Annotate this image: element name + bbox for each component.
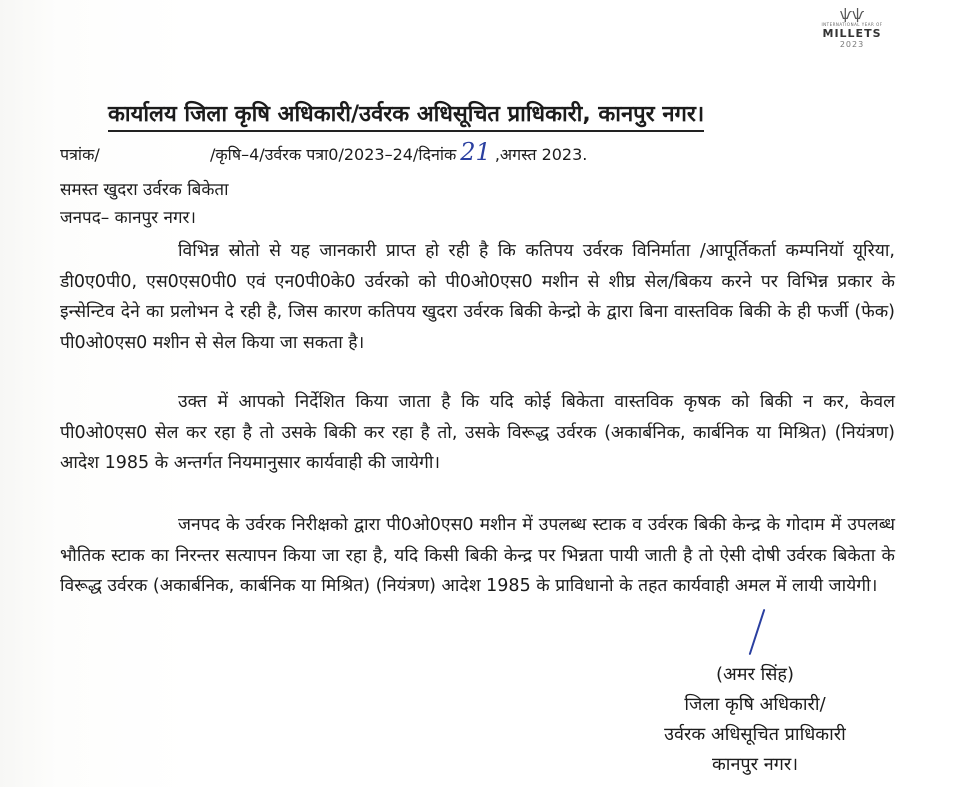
signatory-designation-2: उर्वरक अधिसूचित प्राधिकारी	[664, 724, 846, 745]
office-heading: कार्यालय जिला कृषि अधिकारी/उर्वरक अधिसूचित प्राधिकारी, कानपुर नगर।	[108, 98, 704, 132]
handwritten-day: 21	[460, 138, 491, 166]
millet-spikes-icon: ѱѱ	[839, 7, 865, 23]
logo-name: MILLETS	[822, 27, 882, 40]
millets-logo	[817, 8, 887, 49]
body-paragraph-3: जनपद के उर्वरक निरीक्षको द्वारा पी0ओ0एस0 मशीन में उपलब्ध स्टाक व उर्वरक बिकी केन्द्र के गोदाम में उपलब्ध भौतिक स्टाक का निरन्तर सत्यापन किया जा रहा है, यदि किसी बिकी केन्द्र पर भिन्नता पायी जाती है तो ऐसी दोषी उर्वरक बिकेता के विरूद्ध उर्वरक (अकार्बनिक, कार्बनिक या मिश्रित) (नियंत्रण) आदेश 1985 के प्राविधानो के तहत कार्यवाही अमल में लायी जायेगी।	[60, 515, 895, 596]
reference-number: /कृषि–4/उर्वरक पत्रा0/2023–24/दिनांक	[210, 145, 457, 164]
signature-mark	[749, 609, 766, 655]
body-paragraph-1: विभिन्न स्रोतो से यह जानकारी प्राप्त हो रही है कि कतिपय उर्वरक विनिर्माता /आपूर्तिकर्ता कम्पनियॉ यूरिया, डी0ए0पी0, एस0एस0पी0 एवं एन0पी0के0 उर्वरको को पी0ओ0एस0 मशीन से शीघ्र सेल/बिकय करने पर विभिन्न प्रकार के इन्सेन्टिव देने का प्रलोभन दे रही है, जिस कारण कतिपय खुदरा उर्वरक बिकी केन्द्रो के द्वारा बिना वास्तविक बिकी के ही फर्जी (फेक) पी0ओ0एस0 मशीन से सेल किया जा सकता है।	[60, 241, 895, 353]
reference-line	[60, 138, 587, 166]
addressee-district: जनपद– कानपुर नगर।	[60, 208, 196, 228]
signatory-designation-1: जिला कृषि अधिकारी/	[684, 694, 826, 715]
body-paragraph-2: उक्त में आपको निर्देशित किया जाता है कि यदि कोई बिकेता वास्तविक कृषक को बिकी न कर, केवल पी0ओ0एस0 सेल कर रहा है तो उसके बिकी कर रहा है तो, उसके विरूद्ध उर्वरक (अकार्बनिक, कार्बनिक या मिश्रित) (नियंत्रण) आदेश 1985 के अन्तर्गत नियमानुसार कार्यवाही की जायेगी।	[60, 392, 896, 473]
signatory-name: (अमर सिंह)	[715, 664, 795, 685]
addressee-to: समस्त खुदरा उर्वरक बिकेता	[60, 180, 229, 200]
signatory-location: कानपुर नगर।	[711, 754, 799, 775]
addressee-block	[60, 176, 229, 232]
reference-prefix: पत्रांक/	[60, 145, 100, 164]
signature-block	[620, 660, 890, 780]
logo-tagline: INTERNATIONAL YEAR OF	[821, 22, 883, 27]
reference-month-year: ,अगस्त 2023.	[494, 145, 588, 164]
logo-year: 2023	[839, 40, 865, 49]
